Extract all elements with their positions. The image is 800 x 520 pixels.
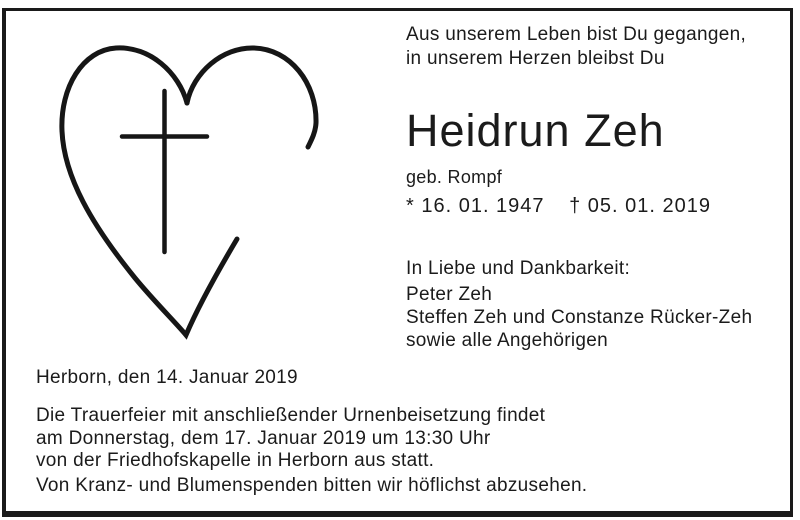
notice-main-column bbox=[406, 23, 786, 352]
place-dateline: Herborn, den 14. Januar 2019 bbox=[36, 367, 298, 388]
heart-outline-right bbox=[187, 48, 316, 147]
funeral-detail-line: von der Friedhofskapelle in Herborn aus statt. bbox=[36, 450, 435, 472]
heart-cross-emblem bbox=[40, 35, 330, 350]
mourner-name: Steffen Zeh und Constanze Rücker-Zeh bbox=[406, 307, 753, 328]
notice-footer bbox=[36, 367, 656, 497]
epigraph-line: in unserem Herzen bleibst Du bbox=[406, 48, 665, 69]
life-dates bbox=[406, 195, 786, 217]
donation-note: Von Kranz- und Blumenspenden bitten wir höflichst abzusehen. bbox=[36, 474, 588, 496]
obituary-notice-card bbox=[2, 8, 793, 517]
deceased-name: Heidrun Zeh bbox=[406, 105, 665, 156]
mourner-name: Peter Zeh bbox=[406, 284, 493, 305]
cross-icon bbox=[122, 91, 207, 252]
mourner-name: sowie alle Angehörigen bbox=[406, 330, 609, 351]
birth-date: * 16. 01. 1947 bbox=[406, 195, 545, 217]
funeral-detail-line: Die Trauerfeier mit anschließender Urnenbeisetzung findet bbox=[36, 405, 546, 426]
maiden-name: geb. Rompf bbox=[406, 167, 503, 187]
funeral-detail-line: am Donnerstag, dem 17. Januar 2019 um 13:30 Uhr bbox=[36, 427, 491, 449]
mourners-intro: In Liebe und Dankbarkeit: bbox=[406, 258, 631, 279]
heart-outline-left bbox=[62, 48, 237, 335]
funeral-details bbox=[36, 405, 656, 473]
mourners-section bbox=[406, 257, 786, 352]
epigraph-line: Aus unserem Leben bist Du gegangen, bbox=[406, 24, 747, 45]
epigraph bbox=[406, 23, 786, 71]
death-date: † 05. 01. 2019 bbox=[569, 195, 712, 217]
